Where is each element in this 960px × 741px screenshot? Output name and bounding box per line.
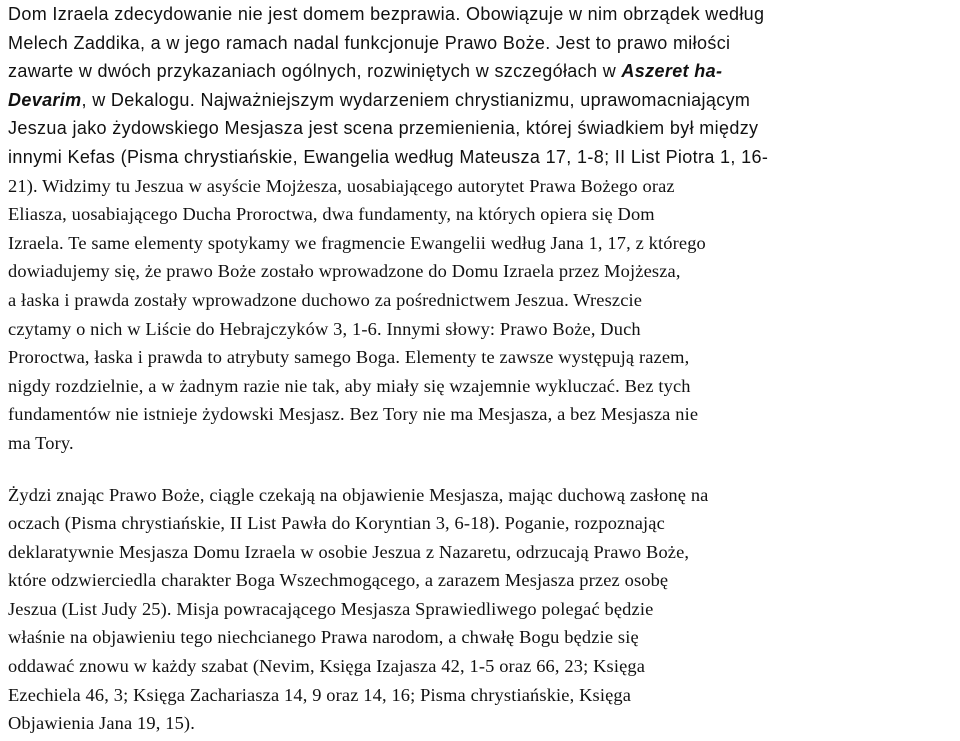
text-line: oddawać znowu w każdy szabat (Nevim, Księga Izajasza 42, 1-5 oraz 66, 23; Księga	[8, 656, 646, 677]
text-line: Żydzi znając Prawo Boże, ciągle czekają na objawienie Mesjasza, mając duchową zasłonę na	[8, 484, 709, 505]
text-line: innymi Kefas (Pisma chrystiańskie, Ewangelia według Mateusza 17, 1-8; II List Piotra 1, 16-	[8, 146, 769, 167]
text-line	[8, 86, 954, 115]
text-line: Ezechiela 46, 3; Księga Zachariasza 14, 9 oraz 14, 16; Pisma chrystiańskie, Księga	[8, 684, 632, 705]
emphasized-term: Devarim	[8, 89, 82, 110]
text-run: zawarte w dwóch przykazaniach ogólnych, rozwiniętych w szczegółach w	[8, 61, 622, 82]
text-run: , w Dekalogu. Najważniejszym wydarzeniem chrystianizmu, uprawomacniającym	[81, 89, 751, 110]
text-line	[8, 57, 954, 86]
text-line: a łaska i prawda zostały wprowadzone duchowo za pośrednictwem Jeszua. Wreszcie	[8, 289, 643, 310]
text-line: Jeszua (List Judy 25). Misja powracającego Mesjasza Sprawiedliwego polegać będzie	[8, 598, 654, 619]
text-line: dowiadujemy się, że prawo Boże zostało wprowadzone do Domu Izraela przez Mojżesza,	[8, 261, 681, 282]
text-line: fundamentów nie istnieje żydowski Mesjasz. Bez Tory nie ma Mesjasza, a bez Mesjasza nie	[8, 404, 699, 425]
document-page	[8, 0, 954, 738]
text-line: czytamy o nich w Liście do Hebrajczyków 3, 1-6. Innymi słowy: Prawo Boże, Duch	[8, 318, 641, 339]
text-line: 21). Widzimy tu Jeszua w asyście Mojżesza, uosabiającego autorytet Prawa Bożego oraz	[8, 175, 675, 196]
text-line: Jeszua jako żydowskiego Mesjasza jest scena przemienienia, której świadkiem był między	[8, 118, 759, 139]
text-line: Objawienia Jana 19, 15).	[8, 713, 195, 734]
text-line: właśnie na objawieniu tego niechcianego Prawa narodom, a chwałę Bogu będzie się	[8, 627, 639, 648]
text-line: ma Tory.	[8, 432, 74, 453]
text-line: które odzwierciedla charakter Boga Wszechmogącego, a zarazem Mesjasza przez osobę	[8, 570, 669, 591]
emphasized-term: Aszeret ha-	[621, 61, 723, 82]
text-line: deklaratywnie Mesjasza Domu Izraela w osobie Jeszua z Nazaretu, odrzucają Prawo Boże,	[8, 541, 690, 562]
text-line: nigdy rozdzielnie, a w żadnym razie nie tak, aby miały się wzajemnie wykluczać. Bez tych	[8, 375, 691, 396]
paragraph-2	[8, 481, 954, 738]
paragraph-1	[8, 0, 954, 458]
text-line: Eliasza, uosabiającego Ducha Proroctwa, dwa fundamenty, na których opiera się Dom	[8, 204, 655, 225]
text-line: Melech Zaddika, a w jego ramach nadal funkcjonuje Prawo Boże. Jest to prawo miłości	[8, 32, 731, 53]
text-line: Proroctwa, łaska i prawda to atrybuty samego Boga. Elementy te zawsze występują razem,	[8, 347, 690, 368]
text-line: Izraela. Te same elementy spotykamy we fragmencie Ewangelii według Jana 1, 17, z którego	[8, 232, 706, 253]
text-line: Dom Izraela zdecydowanie nie jest domem bezprawia. Obowiązuje w nim obrządek według	[8, 4, 765, 24]
text-line: oczach (Pisma chrystiańskie, II List Pawła do Koryntian 3, 6-18). Poganie, rozpoznając	[8, 513, 665, 534]
